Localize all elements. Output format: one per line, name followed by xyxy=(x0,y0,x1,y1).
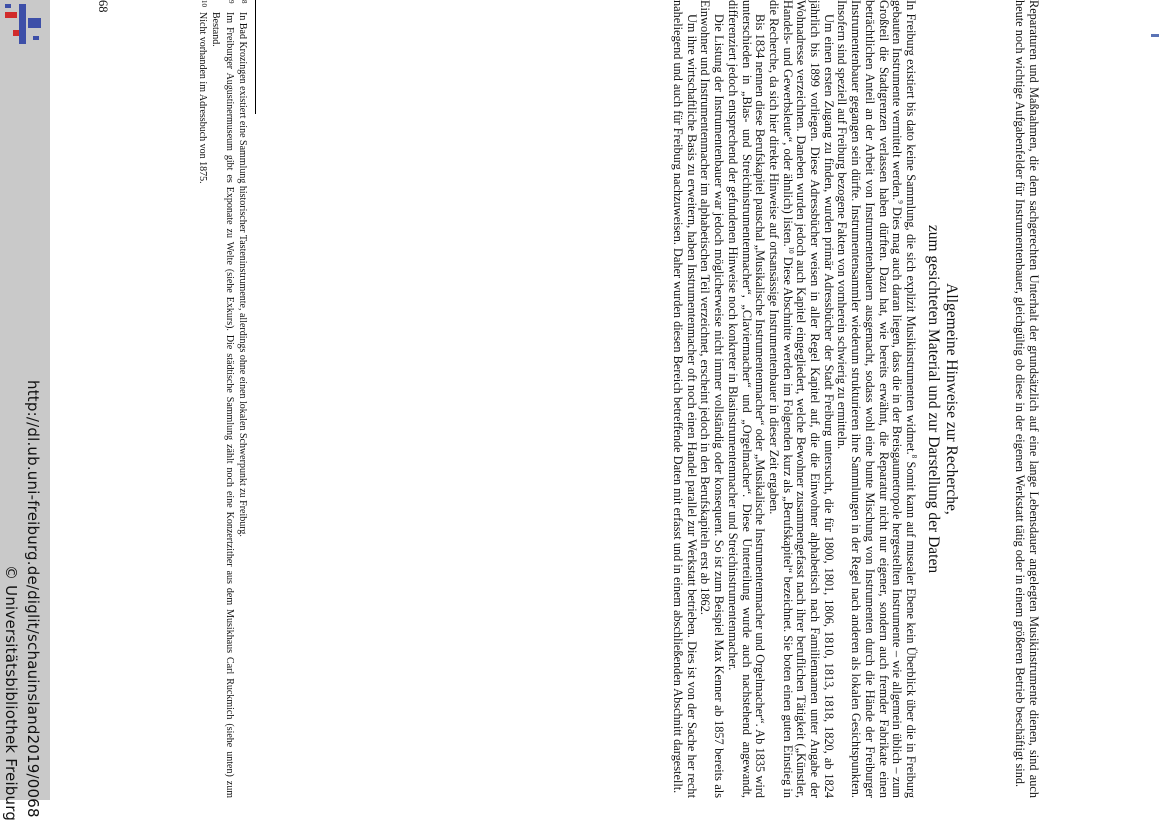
footnote-item xyxy=(236,0,249,798)
paragraph-4: Die Listung der Instrumentenbauer war jedoch möglicherweise nicht immer vollständig oder konsequent. So ist zum Beispiel Max Kenner ab 1857 bereits als Einwohner und Instrumentenmacher im alphabetischen Teil verzeichnet, erscheint jedoch in den Berufskapiteln erst ab 1862. xyxy=(698,0,727,798)
paragraph-1-part-c: Dies mag auch daran liegen, dass die in der Breisgaumetropole hergestellten Instrumente – wie allgemein üblich – zum Großteil die Stadtgrenzen verlassen haben dürften. Dazu hat, wie bereits erwähnt, die Reparatur nicht nur eigener, sondern auch fremder Fabrikate einen beträchtlichen Anteil an der Arbeit von Instrumentenbauern ausgemacht, sodass wohl eine bunte Mischung von Instrumenten durch die Hände der Freiburger Instrumentenbauer gegangen sein dürfte. Instrumentensammler wiederum strukturieren ihre Sammlungen in der Regel nach anderen als lokalen Gesichtspunkten. Insofern sind speziell auf Freiburg bezogene Fakten von vornherein schwierig zu ermitteln. xyxy=(835,0,905,798)
footnotes xyxy=(196,0,249,798)
rotated-book-page xyxy=(40,0,1040,798)
paragraph-1 xyxy=(835,0,917,798)
heading-line-1: Allgemeine Hinweise zur Recherche, xyxy=(943,283,960,515)
paragraph-2-part-a: Um einen ersten Zugang zu finden, wurden primär Adressbücher der Stadt Freiburg untersucht, die für 1800, 1801, 1806, 1810, 1813, 1818, 1820, ab 1824 jährlich bis 1899 vorliegen. Diese Adressbücher weisen in aller Regel Kapitel auf, die die Einwohner alphabetisch nach Familiennamen unter Angabe der Wohnadresse verzeichnen. Daneben wurden jedoch auch Kapitel eingegliedert, welche Bewohner zusammengefasst nach ihrer beruflichen Tätigkeit („Künstler, Handels- und Gewerbsleute“, oder ähnlich) listen. xyxy=(780,0,836,798)
university-logo-icon xyxy=(3,2,43,46)
heading-line-2: zum gesichteten Material und zur Darstellung der Daten xyxy=(925,224,943,574)
footnote-number: 10 xyxy=(200,0,209,7)
footnote-ref-10: 10 xyxy=(786,246,795,254)
footnote-ref-9: 9 xyxy=(896,200,905,204)
footnote-item xyxy=(209,0,236,798)
copyright-watermark: © Universitätsbibliothek Freiburg xyxy=(2,565,20,821)
page-number: 68 xyxy=(96,0,110,13)
paragraph-3: Bis 1834 nennen diese Berufskapitel pauschal „Musikalische Instrumentenmacher“ oder „Musikalische Instrumentenmacher und Orgelmacher“. Ab 1835 wird unterschieden in „Blas- und Streichinstrumentenmacher“, „Claviermacher“ und „Orgelmacher“. Diese Unterteilung wurde auch nachstehend angewandt, differenziert jedoch entsprechend der gefundenen Hinweise noch konkreter in Blasinstrumentenmacher und Streichinstrumentenmacher. xyxy=(725,0,768,798)
paragraph-1-part-b: Somit kann auf musealer Ebene kein Überblick über die in Freiburg gebauten Instrumente vermittelt werden. xyxy=(890,0,918,798)
paragraph-5: Um ihre wirtschaftliche Basis zu erweitern, haben Instrumentenmacher oft noch einen Handel parallel zur Werkstatt betrieben. Dies ist von der Sache her recht naheliegend und auch für Freiburg nachzuweisen. Daher wurden diesen Bereich betreffende Daten mit erfasst und in einem abschließenden Abschnitt dargestellt. xyxy=(671,0,699,798)
paragraph-continued: Reparaturen und Maßnahmen, die dem sachgerechten Unterhalt der grundsätzlich auf eine lange Lebensdauer angelegten Musikinstrumente dienen, sind auch heute noch wichtige Aufgabenfelder für Instrumentenbauer, gleichgültig ob diese in der eigenen Werkstatt tätig oder in einem größeren Betrieb beschäftigt sind. xyxy=(1013,0,1041,798)
intro-paragraph xyxy=(1013,0,1040,798)
paragraph-2 xyxy=(766,0,835,798)
footnote-separator xyxy=(255,0,256,114)
corner-marker-icon xyxy=(1151,34,1159,37)
footnote-number: 8 xyxy=(240,0,248,4)
footnote-text: In Bad Krozingen existiert eine Sammlung historischer Tasteninstrumente, allerdings ohne einen lokalen Schwerpunkt zu Freiburg. xyxy=(237,12,248,537)
footnote-number: 9 xyxy=(226,0,235,4)
footnote-ref-8: 8 xyxy=(910,454,919,459)
source-url-watermark: http://dl.ub.uni-freiburg.de/diglit/schauinsland2019/0068 xyxy=(24,380,42,818)
footnote-item xyxy=(196,0,209,798)
footnote-text: Nicht vorhanden im Adressbuch von 1875. xyxy=(197,12,209,184)
footnote-text: Im Freiburger Augustinermuseum gibt es Exponate zu Welte (siehe Exkurs). Die städtische Sammlung zählt noch eine Konzertzither aus dem Musikhaus Carl Ruckmich (siehe unten) zum Bestand. xyxy=(210,12,235,798)
body-text xyxy=(670,0,917,798)
paragraph-2-part-b: Diese Abschnitte werden im Folgenden kurz als „Berufskapitel“ bezeichnet. Sie boten einen guten Einstieg in die Recherche, da sich hier direkte Hinweise auf ortsansässige Instrumentenbauer in dieser Zeit ergaben. xyxy=(766,0,795,798)
paragraph-1-part-a: In Freiburg existiert bis dato keine Sammlung, die sich explizit Musikinstrumenten widmet. xyxy=(904,0,918,455)
section-heading xyxy=(925,0,960,798)
